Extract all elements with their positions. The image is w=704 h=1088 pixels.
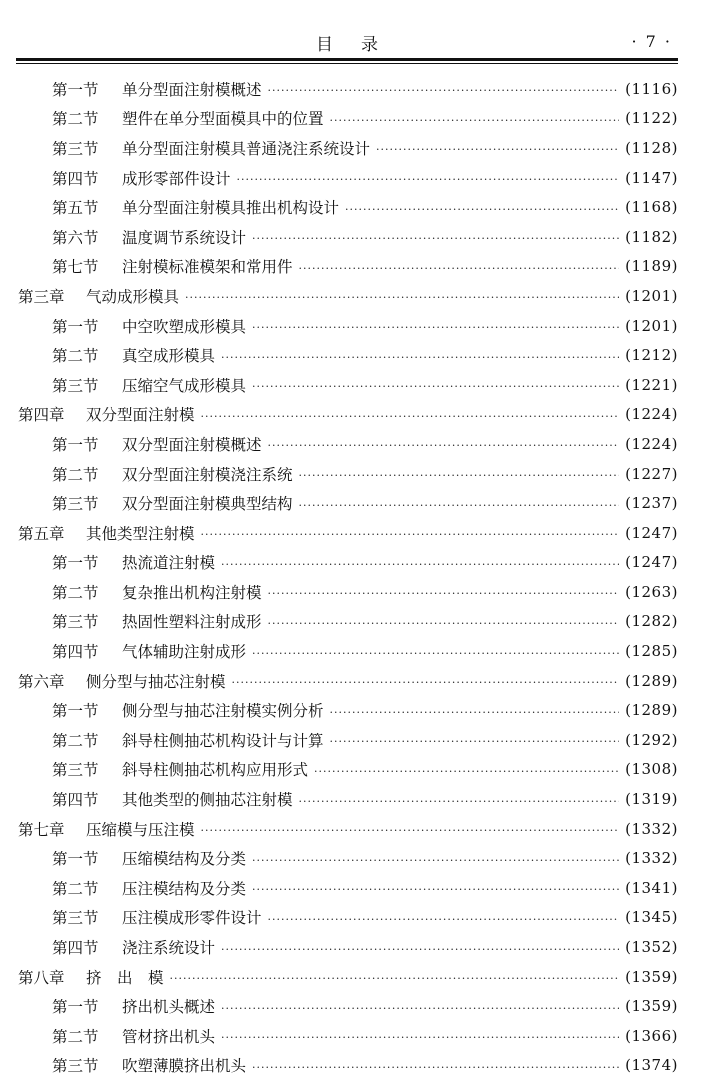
dot-leader: [252, 229, 619, 244]
toc-entry-page: (1289): [625, 701, 678, 720]
toc-section-row: [16, 370, 678, 400]
toc-entry-page: (1221): [625, 375, 678, 394]
toc-entry-page: (1116): [625, 79, 678, 98]
dot-leader: [314, 762, 619, 777]
dot-leader: [252, 851, 619, 866]
toc-section-row: [16, 429, 678, 459]
dot-leader: [268, 81, 620, 96]
toc-entry-title: 单分型面注射模概述: [122, 80, 262, 99]
toc-entry-title: 热流道注射模: [122, 554, 216, 573]
toc-entry-page: (1352): [625, 938, 678, 957]
toc-entry-page: (1341): [625, 878, 678, 897]
dot-leader: [299, 496, 620, 511]
toc-section-row: [16, 577, 678, 607]
toc-entry-label: 第二节: [52, 465, 99, 484]
toc-entry-label: 第一节: [52, 435, 99, 454]
toc-section-row: [16, 104, 678, 134]
toc-entry-title: 气动成形模具: [86, 287, 180, 306]
dot-leader: [330, 732, 620, 747]
toc-section-row: [16, 636, 678, 666]
toc-entry-title: 侧分型与抽芯注射模实例分析: [122, 702, 324, 721]
toc-section-row: [16, 695, 678, 725]
toc-entry-page: (1224): [625, 434, 678, 453]
dot-leader: [221, 555, 619, 570]
toc-entry-page: (1359): [625, 967, 678, 986]
toc-entry-title: 双分型面注射模典型结构: [122, 495, 293, 514]
toc-entry-label: 第二节: [52, 110, 99, 129]
toc-entry-title: 压注模结构及分类: [122, 879, 247, 898]
dot-leader: [330, 111, 620, 126]
toc-entry-page: (1374): [625, 1056, 678, 1075]
toc-entry-page: (1263): [625, 582, 678, 601]
toc-section-row: [16, 991, 678, 1021]
toc-entry-label: 第三节: [52, 909, 99, 928]
table-of-contents: [16, 74, 678, 1080]
toc-entry-label: 第一节: [52, 554, 99, 573]
toc-entry-page: (1332): [625, 819, 678, 838]
toc-entry-label: 第四节: [52, 791, 99, 810]
toc-entry-title: 压注模成形零件设计: [122, 909, 262, 928]
toc-entry-label: 第二节: [52, 1027, 99, 1046]
toc-section-row: [16, 903, 678, 933]
dot-leader: [376, 140, 619, 155]
toc-entry-page: (1189): [625, 257, 678, 276]
toc-entry-title: 复杂推出机构注射模: [122, 583, 262, 602]
toc-section-row: [16, 488, 678, 518]
dot-leader: [201, 525, 620, 540]
toc-entry-title: 双分型面注射模: [86, 406, 195, 425]
toc-entry-page: (1122): [625, 109, 678, 128]
toc-entry-title: 压缩模与压注模: [86, 820, 195, 839]
toc-entry-title: 成形零部件设计: [122, 169, 231, 188]
dot-leader: [299, 259, 620, 274]
dot-leader: [201, 407, 620, 422]
toc-section-row: [16, 311, 678, 341]
toc-chapter-row: [16, 814, 678, 844]
dot-leader: [252, 880, 619, 895]
toc-section-row: [16, 607, 678, 637]
toc-entry-page: (1247): [625, 523, 678, 542]
toc-section-row: [16, 74, 678, 104]
toc-entry-label: 第二节: [52, 731, 99, 750]
toc-entry-label: 第七节: [52, 258, 99, 277]
dot-leader: [268, 910, 620, 925]
dot-leader: [185, 288, 619, 303]
toc-entry-label: 第二节: [52, 879, 99, 898]
dot-leader: [221, 1028, 619, 1043]
dot-leader: [299, 466, 620, 481]
toc-section-row: [16, 459, 678, 489]
dot-leader: [252, 644, 619, 659]
toc-entry-title: 斜导柱侧抽芯机构设计与计算: [122, 731, 324, 750]
toc-entry-label: 第八章: [18, 968, 65, 987]
toc-section-row: [16, 1051, 678, 1081]
toc-entry-title: 气体辅助注射成形: [122, 643, 247, 662]
toc-entry-title: 挤 出 模: [86, 968, 164, 987]
dot-leader: [268, 614, 620, 629]
toc-entry-label: 第五章: [18, 524, 65, 543]
toc-entry-label: 第二节: [52, 583, 99, 602]
toc-entry-page: (1212): [625, 346, 678, 365]
dot-leader: [221, 940, 619, 955]
dot-leader: [252, 1058, 619, 1073]
toc-entry-page: (1292): [625, 730, 678, 749]
toc-entry-title: 管材挤出机头: [122, 1027, 216, 1046]
toc-chapter-row: [16, 518, 678, 548]
toc-entry-label: 第三节: [52, 139, 99, 158]
toc-entry-title: 单分型面注射模具普通浇注系统设计: [122, 139, 371, 158]
toc-entry-label: 第三节: [52, 1057, 99, 1076]
toc-entry-title: 双分型面注射模浇注系统: [122, 465, 293, 484]
toc-entry-page: (1319): [625, 790, 678, 809]
toc-entry-title: 塑件在单分型面模具中的位置: [122, 110, 324, 129]
toc-chapter-row: [16, 400, 678, 430]
toc-section-row: [16, 133, 678, 163]
toc-section-row: [16, 222, 678, 252]
toc-entry-page: (1224): [625, 405, 678, 424]
dot-leader: [170, 969, 620, 984]
toc-section-row: [16, 755, 678, 785]
toc-entry-page: (1282): [625, 612, 678, 631]
toc-chapter-row: [16, 281, 678, 311]
toc-entry-page: (1332): [625, 849, 678, 868]
toc-entry-page: (1227): [625, 464, 678, 483]
toc-entry-page: (1182): [625, 227, 678, 246]
dot-leader: [299, 792, 620, 807]
toc-section-row: [16, 252, 678, 282]
toc-entry-title: 侧分型与抽芯注射模: [86, 672, 226, 691]
dot-leader: [345, 200, 619, 215]
page-title: 目录: [316, 35, 406, 55]
dot-leader: [330, 703, 620, 718]
toc-section-row: [16, 340, 678, 370]
toc-entry-title: 吹塑薄膜挤出机头: [122, 1057, 247, 1076]
toc-entry-title: 斜导柱侧抽芯机构应用形式: [122, 761, 309, 780]
dot-leader: [232, 673, 620, 688]
toc-section-row: [16, 932, 678, 962]
toc-entry-label: 第三节: [52, 761, 99, 780]
toc-entry-label: 第三章: [18, 287, 65, 306]
toc-entry-label: 第一节: [52, 702, 99, 721]
toc-entry-title: 真空成形模具: [122, 347, 216, 366]
page-header: [16, 28, 678, 58]
dot-leader: [221, 999, 619, 1014]
dot-leader: [252, 377, 619, 392]
toc-entry-label: 第三节: [52, 495, 99, 514]
toc-entry-page: (1128): [625, 138, 678, 157]
toc-entry-label: 第四节: [52, 169, 99, 188]
toc-entry-title: 单分型面注射模具推出机构设计: [122, 199, 340, 218]
toc-entry-page: (1366): [625, 1026, 678, 1045]
toc-entry-title: 温度调节系统设计: [122, 228, 247, 247]
toc-entry-label: 第三节: [52, 613, 99, 632]
dot-leader: [268, 436, 620, 451]
toc-section-row: [16, 548, 678, 578]
dot-leader: [268, 584, 620, 599]
toc-entry-title: 浇注系统设计: [122, 939, 216, 958]
toc-entry-label: 第四节: [52, 939, 99, 958]
toc-entry-label: 第四节: [52, 643, 99, 662]
dot-leader: [221, 348, 619, 363]
toc-section-row: [16, 1021, 678, 1051]
toc-entry-label: 第一节: [52, 998, 99, 1017]
dot-leader: [237, 170, 620, 185]
header-rule-thin: [16, 63, 678, 64]
toc-entry-page: (1168): [625, 198, 678, 217]
toc-entry-label: 第七章: [18, 820, 65, 839]
toc-entry-page: (1247): [625, 553, 678, 572]
toc-entry-title: 热固性塑料注射成形: [122, 613, 262, 632]
toc-entry-page: (1345): [625, 908, 678, 927]
toc-entry-page: (1308): [625, 760, 678, 779]
toc-section-row: [16, 873, 678, 903]
toc-section-row: [16, 725, 678, 755]
toc-entry-title: 压缩空气成形模具: [122, 376, 247, 395]
toc-entry-title: 其他类型注射模: [86, 524, 195, 543]
toc-chapter-row: [16, 962, 678, 992]
header-rule-thick: [16, 58, 678, 61]
toc-entry-page: (1237): [625, 494, 678, 513]
toc-entry-label: 第四章: [18, 406, 65, 425]
toc-entry-page: (1201): [625, 286, 678, 305]
toc-entry-page: (1285): [625, 642, 678, 661]
toc-section-row: [16, 192, 678, 222]
toc-section-row: [16, 163, 678, 193]
toc-entry-label: 第六节: [52, 228, 99, 247]
toc-section-row: [16, 784, 678, 814]
toc-entry-label: 第五节: [52, 199, 99, 218]
toc-entry-title: 其他类型的侧抽芯注射模: [122, 791, 293, 810]
dot-leader: [252, 318, 619, 333]
toc-entry-label: 第一节: [52, 850, 99, 869]
page-number: · 7 ·: [631, 32, 672, 51]
toc-section-row: [16, 843, 678, 873]
toc-entry-page: (1359): [625, 997, 678, 1016]
dot-leader: [201, 821, 620, 836]
toc-entry-title: 注射模标准模架和常用件: [122, 258, 293, 277]
toc-entry-title: 压缩模结构及分类: [122, 850, 247, 869]
toc-entry-label: 第三节: [52, 376, 99, 395]
toc-entry-label: 第六章: [18, 672, 65, 691]
toc-entry-label: 第二节: [52, 347, 99, 366]
toc-chapter-row: [16, 666, 678, 696]
toc-entry-page: (1289): [625, 671, 678, 690]
toc-entry-label: 第一节: [52, 317, 99, 336]
toc-entry-page: (1201): [625, 316, 678, 335]
toc-entry-page: (1147): [625, 168, 678, 187]
toc-entry-label: 第一节: [52, 80, 99, 99]
toc-entry-title: 双分型面注射模概述: [122, 435, 262, 454]
toc-entry-title: 挤出机头概述: [122, 998, 216, 1017]
toc-entry-title: 中空吹塑成形模具: [122, 317, 247, 336]
